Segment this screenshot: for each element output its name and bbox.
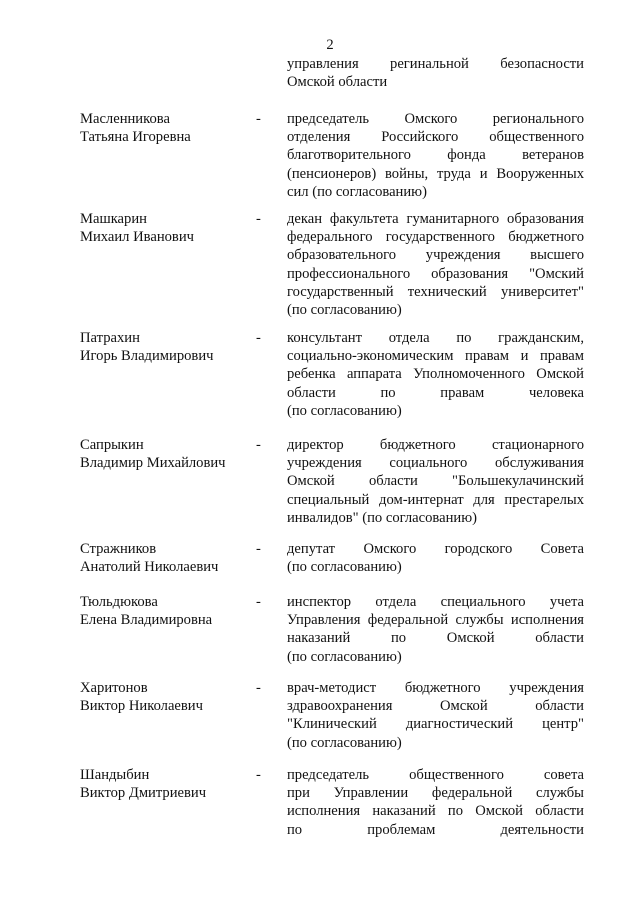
- member-name: [80, 540, 250, 576]
- text-line: инвалидов" (по согласованию): [287, 509, 477, 526]
- text-line: образовательного учреждения высшего: [287, 247, 584, 264]
- text-line: (по согласованию): [287, 301, 402, 318]
- dash-separator: -: [256, 437, 261, 453]
- text-line: по проблемам деятельности: [287, 821, 584, 838]
- text-line: ребенка аппарата Уполномоченного Омской: [287, 366, 584, 383]
- member-surname: Харитонов: [80, 680, 148, 696]
- text-line: директор бюджетного стационарного: [287, 437, 584, 453]
- text-line: специальный дом-интернат для престарелых: [287, 491, 584, 508]
- text-line: председатель общественного совета: [287, 767, 584, 783]
- dash-separator: -: [256, 211, 261, 227]
- member-name: [80, 766, 250, 802]
- dash-separator: -: [256, 330, 261, 346]
- text-line: "Клинический диагностический центр": [287, 716, 584, 733]
- dash-separator: -: [256, 111, 261, 127]
- text-line: декан факультета гуманитарного образования: [287, 211, 584, 227]
- member-position: [287, 540, 584, 576]
- member-name: [80, 329, 250, 365]
- member-name: [80, 110, 250, 146]
- text-line: (по согласованию): [287, 734, 402, 751]
- member-given-names: Владимир Михайлович: [80, 455, 226, 472]
- text-line: профессионального образования "Омский: [287, 265, 584, 282]
- member-given-names: Виктор Николаевич: [80, 698, 203, 715]
- text-line: Омской области: [287, 74, 388, 91]
- member-surname: Машкарин: [80, 211, 147, 227]
- text-line: Омской области "Большекулачинский: [287, 473, 584, 490]
- text-line: федерального государственного бюджетного: [287, 229, 584, 246]
- text-line: (по согласованию): [287, 402, 402, 419]
- continued-text: [287, 55, 584, 91]
- text-line: государственный технический университет": [287, 283, 584, 300]
- text-line: (по согласованию): [287, 559, 402, 576]
- text-line: (по согласованию): [287, 648, 402, 665]
- member-surname: Сапрыкин: [80, 437, 144, 453]
- dash-separator: -: [256, 594, 261, 610]
- text-line: депутат Омского городского Совета: [287, 541, 584, 557]
- member-name: [80, 679, 250, 715]
- member-position: [287, 210, 584, 319]
- member-position: [287, 436, 584, 527]
- member-surname: Стражников: [80, 541, 157, 557]
- text-line: Управления федеральной службы исполнения: [287, 612, 584, 629]
- text-line: наказаний по Омской области: [287, 630, 584, 647]
- member-name: [80, 593, 250, 629]
- text-line: врач-методист бюджетного учреждения: [287, 680, 584, 696]
- text-line: здравоохранения Омской области: [287, 698, 584, 715]
- text-line: председатель Омского регионального: [287, 111, 584, 127]
- dash-separator: -: [256, 767, 261, 783]
- text-line: исполнения наказаний по Омской области: [287, 803, 584, 820]
- member-position: [287, 593, 584, 666]
- dash-separator: -: [256, 541, 261, 557]
- member-position: [287, 679, 584, 752]
- member-position: [287, 110, 584, 201]
- member-surname: Патрахин: [80, 330, 140, 346]
- member-given-names: Михаил Иванович: [80, 229, 194, 246]
- text-line: социально-экономическим правам и правам: [287, 348, 584, 365]
- member-name: [80, 436, 250, 472]
- member-position: [287, 329, 584, 420]
- member-surname: Масленникова: [80, 111, 170, 127]
- member-given-names: Анатолий Николаевич: [80, 559, 219, 576]
- text-line: области по правам человека: [287, 384, 584, 401]
- member-given-names: Татьяна Игоревна: [80, 129, 191, 146]
- text-line: учреждения социального обслуживания: [287, 455, 584, 472]
- member-name: [80, 210, 250, 246]
- text-line: сил (по согласованию): [287, 183, 427, 200]
- dash-separator: -: [256, 680, 261, 696]
- member-given-names: Виктор Дмитриевич: [80, 785, 207, 802]
- member-given-names: Елена Владимировна: [80, 612, 213, 629]
- text-line: благотворительного фонда ветеранов: [287, 147, 584, 164]
- page-number: 2: [326, 37, 334, 53]
- text-line: инспектор отдела специального учета: [287, 594, 584, 610]
- member-surname: Тюльдюкова: [80, 594, 158, 610]
- text-line: отделения Российского общественного: [287, 129, 584, 146]
- member-position: [287, 766, 584, 839]
- text-line: управления регинальной безопасности: [287, 56, 584, 72]
- member-given-names: Игорь Владимирович: [80, 348, 214, 365]
- member-surname: Шандыбин: [80, 767, 150, 783]
- text-line: (пенсионеров) войны, труда и Вооруженных: [287, 165, 584, 182]
- text-line: при Управлении федеральной службы: [287, 785, 584, 802]
- text-line: консультант отдела по гражданским,: [287, 330, 584, 346]
